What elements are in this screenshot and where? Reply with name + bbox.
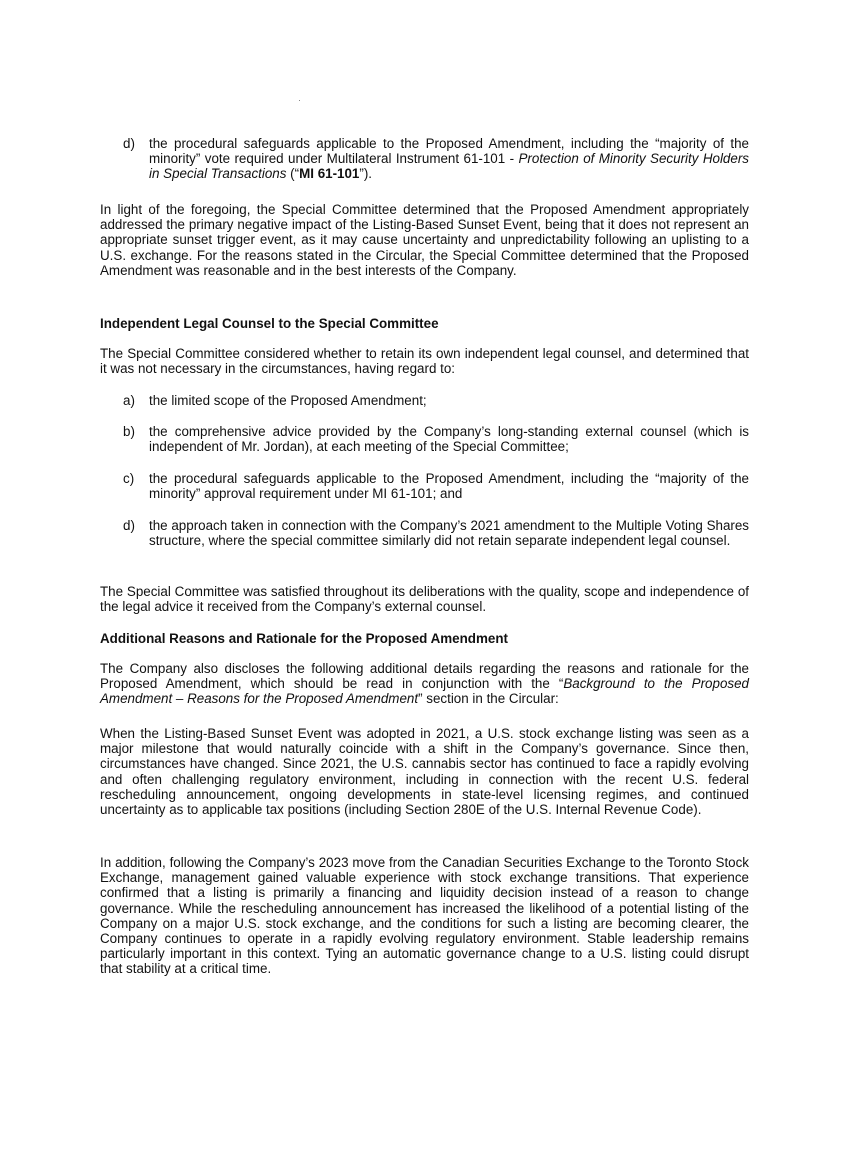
list-marker: b) (123, 424, 135, 439)
list-item-b (123, 424, 749, 454)
section-heading-additional-reasons: Additional Reasons and Rationale for the Proposed Amendment (100, 631, 508, 646)
page-speck (299, 100, 300, 101)
list-item-c (123, 471, 749, 501)
list-marker: c) (123, 471, 135, 486)
list-marker: d) (123, 518, 135, 533)
paragraph-exchange-transition: In addition, following the Company’s 2023 move from the Canadian Securities Exchange to the Toronto Stock Exchange, management gained valuable experience with stock exchange transitions. That experience confirmed that a listing is primarily a financing and liquidity decision instead of a reason to change governance. While the rescheduling announcement has increased the likelihood of a potential listing of the Company on a major U.S. stock exchange, and the conditions for such a listing are becoming clearer, the Company continues to operate in a rapidly evolving regulatory environment. Stable leadership remains particularly important in this context. Tying an automatic governance change to a U.S. listing could disrupt that stability at a critical time. (100, 855, 749, 977)
list-item-a (123, 393, 749, 408)
list-item-text: the limited scope of the Proposed Amendment; (149, 393, 427, 408)
list-marker: d) (123, 136, 135, 151)
list-item-text: the approach taken in connection with the Company’s 2021 amendment to the Multiple Voting Shares structure, where the special committee similarly did not retain separate independent legal counsel. (149, 518, 749, 549)
paragraph-legal-advice: The Special Committee was satisfied throughout its deliberations with the quality, scope and independence of the legal advice it received from the Company’s external counsel. (100, 584, 749, 615)
section-heading-legal-counsel: Independent Legal Counsel to the Special Committee (100, 316, 439, 331)
paragraph-additional-details: The Company also discloses the following additional details regarding the reasons and rationale for the Proposed Amendment, which should be read in conjunction with the “Background to the Proposed Amendment – Reasons for the Proposed Amendment” section in the Circular: (100, 661, 749, 707)
list-item-d-safeguards (123, 136, 749, 182)
paragraph-listing-history: When the Listing-Based Sunset Event was adopted in 2021, a U.S. stock exchange listing was seen as a major milestone that would naturally coincide with a shift in the Company’s governance. Since then, circumstances have changed. Since 2021, the U.S. cannabis sector has continued to face a rapidly evolving and often challenging regulatory environment, including in connection with the recent U.S. federal rescheduling announcement, ongoing developments in state-level licensing regimes, and continued uncertainty as to applicable tax positions (including Section 280E of the U.S. Internal Revenue Code). (100, 726, 749, 818)
paragraph-conclusion: In light of the foregoing, the Special Committee determined that the Proposed Amendment appropriately addressed the primary negative impact of the Listing-Based Sunset Event, being that it does not represent an appropriate sunset trigger event, as it may cause uncertainty and unpredictability following an uplisting to a U.S. exchange. For the reasons stated in the Circular, the Special Committee determined that the Proposed Amendment was reasonable and in the best interests of the Company. (100, 202, 749, 278)
list-item-text: the comprehensive advice provided by the Company’s long-standing external counsel (which is independent of Mr. Jordan), at each meeting of the Special Committee; (149, 424, 749, 455)
list-marker: a) (123, 393, 135, 408)
list-item-text: the procedural safeguards applicable to the Proposed Amendment, including the “majority of the minority” approval requirement under MI 61-101; and (149, 471, 749, 502)
list-item-d-approach (123, 518, 749, 548)
paragraph-legal-counsel-intro: The Special Committee considered whether to retain its own independent legal counsel, and determined that it was not necessary in the circumstances, having regard to: (100, 346, 749, 377)
list-item-text: the procedural safeguards applicable to the Proposed Amendment, including the “majority of the minority” vote required under Multilateral Instrument 61-101 - Protection of Minority Security Holders in Special Transactions (“MI 61-101”). (149, 136, 749, 182)
